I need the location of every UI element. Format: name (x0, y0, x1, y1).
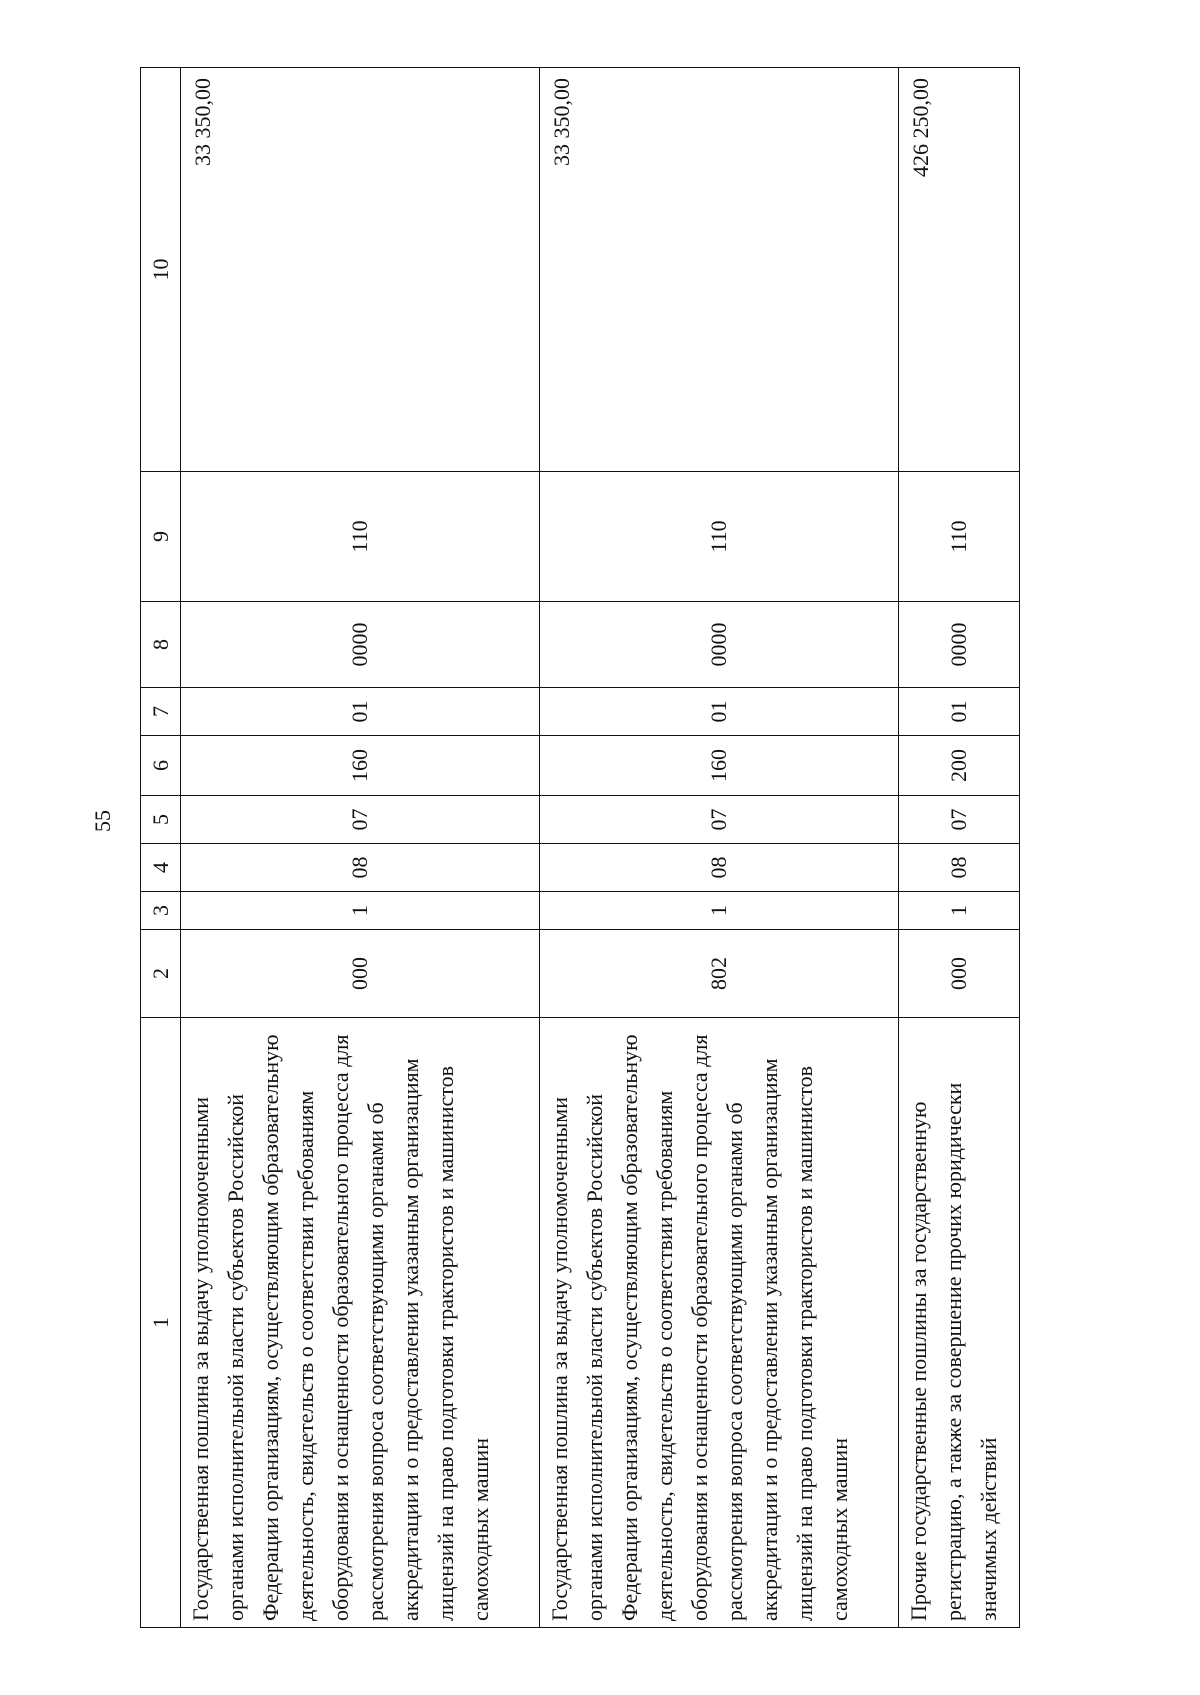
table-header-row (141, 68, 181, 1628)
code-cell-6: 200 (898, 736, 1019, 796)
header-cell-6: 6 (141, 736, 181, 796)
code-cell-3: 1 (539, 892, 898, 930)
code-cell-6: 160 (539, 736, 898, 796)
amount-cell: 426 250,00 (898, 68, 1019, 472)
code-cell-5: 07 (539, 796, 898, 844)
code-cell-2: 000 (180, 930, 539, 1018)
code-cell-9: 110 (898, 472, 1019, 602)
code-cell-2: 000 (898, 930, 1019, 1018)
code-cell-3: 1 (180, 892, 539, 930)
amount-cell: 33 350,00 (539, 68, 898, 472)
header-cell-5: 5 (141, 796, 181, 844)
code-cell-6: 160 (180, 736, 539, 796)
table-row (539, 68, 898, 1628)
code-cell-4: 08 (898, 844, 1019, 892)
page-number: 55 (90, 810, 115, 832)
header-cell-9: 9 (141, 472, 181, 602)
code-cell-7: 01 (539, 688, 898, 736)
header-cell-7: 7 (141, 688, 181, 736)
header-cell-1: 1 (141, 1018, 181, 1628)
code-cell-7: 01 (180, 688, 539, 736)
table-row (180, 68, 539, 1628)
row-name-cell: Государственная пошлина за выдачу уполномоченными органами исполнительной власти субъектов Российской Федерации организациям, осуществляющим образовательную деятельность, свидетельств о соответствии требованиям оборудования и оснащенности образовательного процесса для рассмотрения вопроса соответствующими органами об аккредитации и о предоставлении указанным организациям лицензий на право подготовки трактористов и машинистов самоходных машин (539, 1018, 898, 1628)
code-cell-9: 110 (180, 472, 539, 602)
row-name-cell: Государственная пошлина за выдачу уполномоченными органами исполнительной власти субъектов Российской Федерации организациям, осуществляющим образовательную деятельность, свидетельств о соответствии требованиям оборудования и оснащенности образовательного процесса для рассмотрения вопроса соответствующими органами об аккредитации и о предоставлении указанным организациям лицензий на право подготовки трактористов и машинистов самоходных машин (180, 1018, 539, 1628)
amount-cell: 33 350,00 (180, 68, 539, 472)
code-cell-9: 110 (539, 472, 898, 602)
code-cell-8: 0000 (180, 602, 539, 688)
header-cell-3: 3 (141, 892, 181, 930)
code-cell-8: 0000 (539, 602, 898, 688)
code-cell-4: 08 (539, 844, 898, 892)
code-cell-2: 802 (539, 930, 898, 1018)
code-cell-3: 1 (898, 892, 1019, 930)
header-cell-2: 2 (141, 930, 181, 1018)
budget-table (140, 67, 1020, 1628)
code-cell-4: 08 (180, 844, 539, 892)
header-cell-10: 10 (141, 68, 181, 472)
budget-table-wrapper (140, 68, 1020, 1628)
code-cell-7: 01 (898, 688, 1019, 736)
code-cell-5: 07 (180, 796, 539, 844)
table-row (898, 68, 1019, 1628)
row-name-cell: Прочие государственные пошлины за государственную регистрацию, а также за совершение прочих юридически значимых действий (898, 1018, 1019, 1628)
code-cell-5: 07 (898, 796, 1019, 844)
header-cell-4: 4 (141, 844, 181, 892)
header-cell-8: 8 (141, 602, 181, 688)
code-cell-8: 0000 (898, 602, 1019, 688)
